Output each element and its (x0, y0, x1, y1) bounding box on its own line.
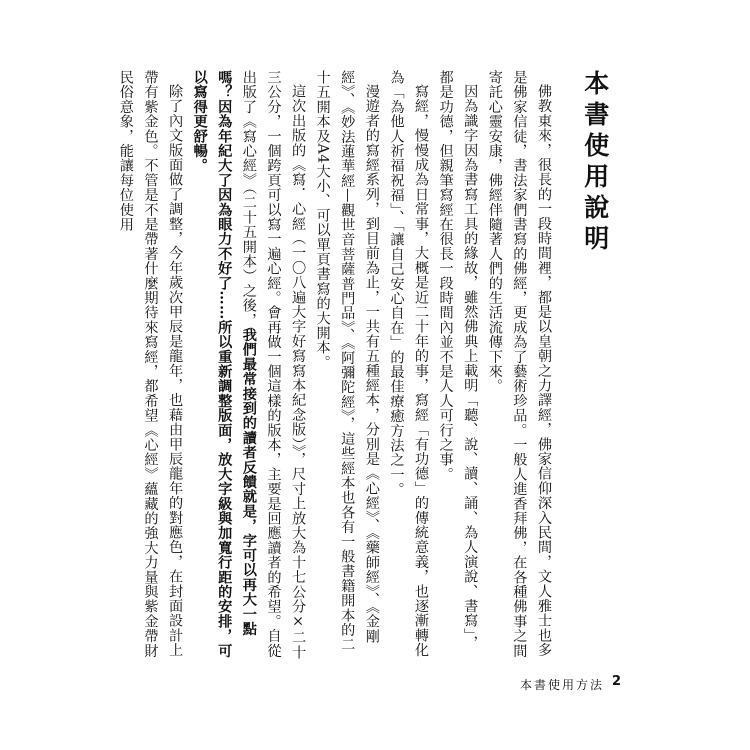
paragraph-4: 漫遊者的寫經系列，到目前為止，一共有五種經本，分別是《心經》、《藥師經》、《金剛經》、《妙法蓮華經—觀世音菩薩普門品》、《阿彌陀經》，這些經本也各有一般書籍開本的二十五開本及A4大小、可以單頁書寫的大開本。 (314, 70, 380, 652)
body-text (117, 70, 556, 660)
paragraph-6: 除了內文版面做了調整，今年歲次甲辰是龍年，也藉由甲辰龍年的對應色，在封面設計上帶有紫金色。不管是不是帶著什麼期待來寫經，都希望《心經》蘊藏的強大力量與紫金帶財民俗意象，能讓每位使用 (117, 70, 184, 658)
paragraph-5 (187, 70, 310, 660)
footer-section-label: 本書使用方法 (520, 678, 605, 692)
paragraph-5-text: 這次出版的《寫．心經（一〇八遍大字好寫寫本紀念版）》，尺寸上放大為十七公分×二十三公分，一個跨頁可以寫一遍心經。會再做一個這樣的版本，主要是回應讀者的希望。自從出版了《寫心經》（二十五開本）之後， (240, 70, 307, 660)
page-number: 2 (612, 674, 622, 689)
paragraph-1: 佛教東來，很長的一段時間裡，都是以皇朝之力譯經，佛家信仰深入民間，文人雅士也多是佛家信徒，書法家們書寫的佛經，更成為了藝術珍品。一般人進香拜佛，在各種佛事之間寄託心靈安康，佛經伴隨著人們的生活流傳下來。 (486, 70, 552, 658)
bold-passage-1: 我們最常接到的讀者反饋就是，字可以再大一點嗎？因為年紀大了因為眼力不好了…… (216, 70, 257, 637)
paragraph-3: 寫經，慢慢成為日常事，大概是近二十年的事，寫經「有功德」的傳統意義，也逐漸轉化為「為他人祈福祝福」、「讓自己安心自在」的最佳療癒方法之一。 (388, 70, 430, 658)
page-title: 本書使用說明 (580, 70, 610, 256)
bold-passage-2: 所以重新調整版面，放大字級與加寬行距的安排，可以寫得更舒暢。 (191, 70, 233, 658)
paragraph-2: 因為識字因為書寫工具的緣故，雖然佛典上載明「聽、說、讀、誦、為人演說、書寫」，都是功德，但親筆寫經在很長一段時間內並不是人人可行之事。 (437, 70, 479, 651)
